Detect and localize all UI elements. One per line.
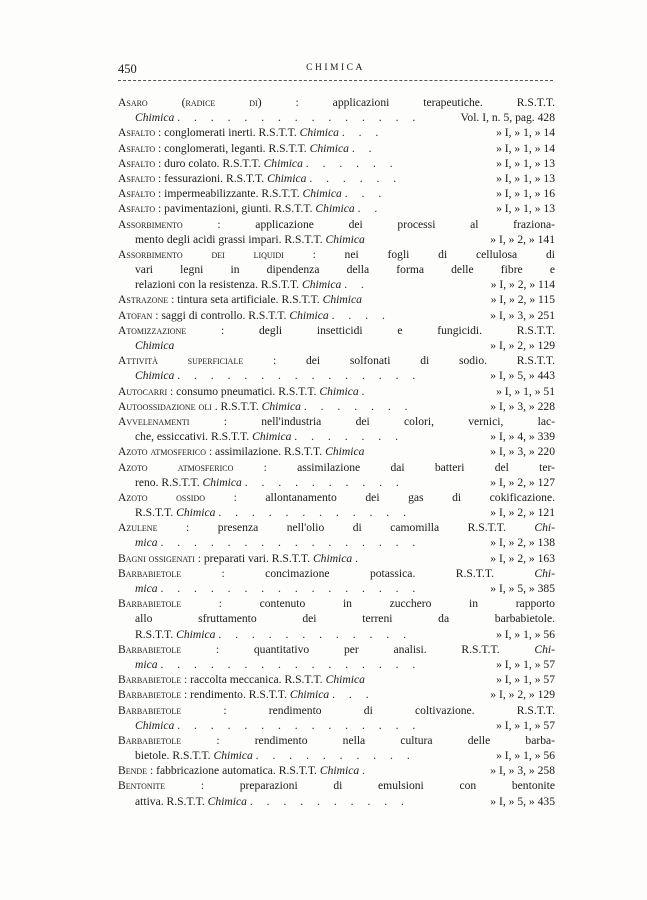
entry-reference: » I, » 1, » 13	[426, 201, 555, 216]
entry-term: Barbabietole	[118, 566, 182, 580]
index-entry	[118, 520, 555, 550]
entry-text: : conglomerati inerti. R.S.T.T.	[158, 126, 297, 140]
index-entry	[118, 141, 555, 156]
entry-term: Barbabietole	[118, 642, 182, 656]
index-line	[118, 353, 555, 368]
index-line	[118, 596, 555, 611]
entry-text: : applicazione dei processi al fraziona-	[217, 217, 555, 231]
leader-dots: . . . .	[331, 308, 391, 322]
entry-term: Bende	[118, 764, 148, 778]
entry-reference: » I, » 1, » 56	[426, 627, 555, 642]
index-line	[118, 490, 555, 505]
entry-text: : rendimento di coltivazione. R.S.T.T.	[223, 703, 555, 717]
entry-text: R.S.T.T.	[135, 506, 174, 520]
leader-dots: . . .	[344, 187, 387, 201]
entry-text: : preparati vari. R.S.T.T.	[197, 551, 311, 565]
entry-reference: » I, » 1, » 14	[426, 125, 555, 140]
header-rule	[118, 80, 553, 81]
leader-dots: . . . . . . .	[303, 399, 414, 413]
index-line	[118, 232, 555, 247]
entry-journal: Chimica	[261, 399, 301, 413]
entry-text: : nell'industria dei colori, vernici, lac-	[223, 414, 555, 428]
index-line	[118, 156, 555, 171]
entry-journal: Chimica	[302, 187, 342, 201]
entry-journal: Chimica	[319, 384, 359, 398]
entry-journal: Chimica	[322, 293, 362, 307]
index-line	[118, 460, 555, 475]
entry-term: Azoto ossido	[118, 490, 206, 504]
entry-journal: Chi-	[534, 521, 555, 535]
entry-text: : fessurazioni. R.S.T.T.	[158, 171, 265, 185]
entry-journal: Chimica	[252, 430, 292, 444]
entry-term: Bagni ossigenati	[118, 551, 195, 565]
index-line	[118, 718, 555, 733]
entry-journal: Chimica	[207, 794, 247, 808]
entry-term: Autoossidazione oli	[118, 399, 212, 413]
index-line	[118, 247, 555, 262]
entry-text: : assimilazione. R.S.T.T.	[208, 445, 323, 459]
index-line	[118, 95, 555, 110]
index-line	[118, 505, 555, 520]
entry-term: Asfalto	[118, 141, 156, 155]
entry-text: : degli insetticidi e fungicidi. R.S.T.T.	[220, 323, 555, 337]
entry-reference: » I, » 2, » 138	[426, 535, 555, 550]
index-line	[118, 687, 555, 702]
entry-term: Asfalto	[118, 126, 156, 140]
entry-journal: Chimica	[289, 688, 330, 702]
index-line	[118, 748, 555, 763]
entry-reference: » I, » 1, » 14	[426, 141, 555, 156]
entry-term: Barbabietole	[118, 673, 182, 687]
entry-term: Attività superficiale	[118, 354, 244, 368]
index-line	[118, 475, 555, 490]
index-entry	[118, 414, 555, 444]
entry-reference: » I, » 3, » 228	[426, 399, 555, 414]
index-line	[118, 262, 555, 277]
entry-reference: » I, » 4, » 339	[426, 429, 555, 444]
entry-journal: Chimica	[176, 506, 216, 520]
entry-text: : assimilazione dai batteri del ter-	[263, 460, 555, 474]
entry-journal: mica	[135, 582, 158, 595]
entry-reference: » I, » 5, » 435	[426, 794, 555, 809]
entry-reference: » I, » 1, » 51	[426, 384, 555, 399]
leader-dots: . . . . . . . . . . . . . . . .	[160, 536, 421, 550]
leader-dots: . . . . . . . . . . . . . . .	[177, 369, 421, 383]
entry-reference: » I, » 1, » 16	[426, 186, 555, 201]
index-entry	[118, 778, 555, 808]
index-line	[118, 657, 555, 672]
leader-dots: . . . . . . . . . . . . . . .	[177, 718, 421, 732]
index-entry	[118, 125, 555, 140]
index-entry	[118, 186, 555, 201]
entry-text: : consumo pneumatici. R.S.T.T.	[170, 384, 317, 398]
entry-term: Asfalto	[118, 187, 156, 201]
entry-text: : preparazioni di emulsioni con bentonite	[200, 779, 555, 793]
page-number: 450	[118, 62, 137, 76]
entry-text: : contenuto in zucchero in rapporto	[218, 597, 555, 611]
entry-journal: Chimica	[315, 202, 355, 216]
entry-text: : quantitativo per analisi. R.S.T.T.	[215, 642, 500, 656]
entry-text: : duro colato. R.S.T.T.	[158, 156, 261, 170]
index-line	[118, 277, 555, 292]
entry-reference: » I, » 1, » 13	[426, 171, 555, 186]
entry-reference: » I, » 1, » 57	[426, 672, 555, 687]
index-entry	[118, 444, 555, 459]
entry-text: : presenza nell'olio di camomilla R.S.T.T.	[185, 521, 506, 535]
index-entry	[118, 596, 555, 642]
index-entry	[118, 292, 555, 307]
index-entry	[118, 247, 555, 293]
entry-text: : rendimento nella cultura delle barba-	[216, 733, 555, 747]
index-line	[118, 429, 555, 444]
leader-dots: . . . . . .	[309, 171, 402, 185]
entry-reference: » I, » 3, » 258	[426, 763, 555, 778]
index-entry	[118, 156, 555, 171]
entry-journal: Chimica	[325, 673, 365, 687]
entry-journal: Chimica	[263, 156, 303, 170]
entry-journal: Chimica	[135, 718, 175, 732]
entry-reference: » I, » 2, » 127	[426, 475, 555, 490]
entry-term: Barbabietole	[118, 733, 182, 747]
entry-reference: » I, » 2, » 129	[426, 687, 555, 702]
entry-journal: Chimica	[135, 339, 175, 352]
entry-term: Bentonite	[118, 779, 166, 793]
entry-reference: » I, » 1, » 56	[426, 748, 555, 763]
index-entry	[118, 642, 555, 672]
index-entries	[118, 95, 555, 809]
entry-text: : rendimento. R.S.T.T.	[184, 688, 287, 702]
entry-journal: Chimica	[309, 141, 349, 155]
index-line	[118, 368, 555, 383]
entry-text: relazioni con la resistenza. R.S.T.T.	[135, 278, 300, 292]
entry-reference: » I, » 3, » 220	[426, 444, 555, 459]
entry-term: Azoto atmosferico	[118, 460, 234, 474]
index-line	[118, 308, 555, 323]
entry-journal: Chimica	[299, 126, 339, 140]
index-entry	[118, 763, 555, 778]
leader-dots: . . . . . .	[305, 156, 399, 170]
entry-text: : dei solfonati di sodio. R.S.T.T.	[273, 354, 555, 368]
leader-dots: . . . . . . .	[294, 430, 404, 444]
entry-term: Atomizzazione	[118, 323, 187, 337]
entry-text: : saggi di controllo. R.S.T.T.	[155, 308, 287, 322]
entry-text: . R.S.T.T.	[214, 399, 259, 413]
entry-text: allo sfruttamento dei terreni da barbabietole.	[135, 612, 555, 626]
entry-text: : raccolta meccanica. R.S.T.T.	[184, 673, 323, 687]
entry-reference: Vol. I, n. 5, pag. 428	[426, 110, 555, 125]
index-entry	[118, 703, 555, 733]
entry-text: : applicazioni terapeutiche. R.S.T.T.	[295, 96, 555, 109]
entry-text: mento degli acidi grassi impari. R.S.T.T.	[135, 232, 323, 246]
index-line	[118, 703, 555, 718]
index-entry	[118, 95, 555, 125]
entry-term: Azoto atmosferico	[118, 445, 207, 459]
entry-term: Astrazone	[118, 293, 169, 307]
index-line	[118, 763, 555, 778]
entry-journal: Chimica	[325, 445, 365, 459]
index-entry	[118, 201, 555, 216]
entry-journal: Chimica	[312, 551, 353, 565]
index-line	[118, 520, 555, 535]
entry-journal: Chi-	[534, 642, 555, 656]
entry-text: vari legni in dipendenza della forma delle fibre e	[135, 263, 555, 277]
entry-reference: » I, » 2, » 114	[426, 277, 555, 292]
entry-text: attiva. R.S.T.T.	[135, 794, 205, 808]
index-entry	[118, 399, 555, 414]
index-entry	[118, 551, 555, 566]
leader-dots: .	[355, 551, 364, 565]
entry-term: Asaro (radice di)	[118, 96, 262, 109]
index-line	[118, 733, 555, 748]
index-entry	[118, 217, 555, 247]
entry-text: reno. R.S.T.T.	[135, 475, 200, 489]
index-line	[118, 125, 555, 140]
index-line	[118, 384, 555, 399]
entry-text: che, essiccativi. R.S.T.T.	[135, 430, 250, 444]
index-line	[118, 551, 555, 566]
index-line	[118, 627, 555, 642]
index-entry	[118, 384, 555, 399]
index-line	[118, 611, 555, 626]
entry-term: Assorbimento dei liquidi	[118, 247, 284, 261]
index-entry	[118, 566, 555, 596]
entry-journal: Chimica	[289, 308, 329, 322]
index-entry	[118, 687, 555, 702]
index-line	[118, 535, 555, 550]
entry-term: Barbabietole	[118, 597, 182, 611]
entry-journal: Chimica	[202, 475, 242, 489]
index-line	[118, 141, 555, 156]
index-line	[118, 201, 555, 216]
entry-reference: » I, » 2, » 163	[426, 551, 555, 566]
index-entry	[118, 490, 555, 520]
entry-text: : tintura seta artificiale. R.S.T.T.	[171, 293, 320, 307]
entry-term: Assorbimento	[118, 217, 183, 231]
entry-term: Barbabietole	[118, 688, 182, 702]
index-line	[118, 171, 555, 186]
leader-dots: . .	[344, 278, 370, 292]
entry-reference: » I, » 1, » 57	[426, 718, 555, 733]
entry-reference: » I, » 5, » 443	[426, 368, 555, 383]
entry-text: : pavimentazioni, giunti. R.S.T.T.	[158, 202, 313, 216]
entry-term: Barbabietole	[118, 703, 182, 717]
entry-term: Asfalto	[118, 171, 156, 185]
index-line	[118, 399, 555, 414]
entry-journal: Chi-	[534, 566, 555, 580]
entry-reference: » I, » 2, » 141	[426, 232, 555, 247]
leader-dots: . . . . . . . . . .	[244, 475, 405, 489]
index-line	[118, 186, 555, 201]
entry-journal: Chimica	[267, 171, 307, 185]
entry-text: : impermeabilizzante. R.S.T.T.	[158, 187, 300, 201]
entry-journal: Chimica	[135, 111, 175, 125]
leader-dots: . . . . . . . . . .	[249, 794, 410, 808]
entry-term: Asfalto	[118, 156, 156, 170]
page-header	[118, 62, 553, 84]
entry-journal: mica	[135, 536, 158, 550]
index-entry	[118, 353, 555, 383]
entry-journal: Chimica	[301, 278, 342, 292]
entry-journal: Chimica	[325, 232, 365, 246]
entry-text: : conglomerati, leganti. R.S.T.T.	[158, 141, 307, 155]
entry-term: Atofan	[118, 308, 153, 322]
entry-reference: » I, » 1, » 13	[426, 156, 555, 171]
leader-dots: . . . . . . . . . . . . . . . .	[160, 582, 421, 595]
leader-dots: . . .	[341, 126, 384, 140]
index-line	[118, 414, 555, 429]
leader-dots: . . . . . . . . . . . .	[218, 627, 412, 641]
leader-dots: . .	[351, 141, 378, 155]
running-title: CHIMICA	[306, 63, 365, 73]
entry-journal: Chimica	[213, 749, 253, 763]
index-line	[118, 292, 555, 307]
entry-reference: » I, » 3, » 251	[426, 308, 555, 323]
entry-term: Azulene	[118, 521, 158, 535]
index-entry	[118, 308, 555, 323]
entry-text: : fabbricazione automatica. R.S.T.T.	[149, 764, 317, 778]
entry-text: : concimazione potassica. R.S.T.T.	[221, 566, 494, 580]
entry-reference: » I, » 2, » 129	[426, 338, 555, 353]
entry-text: bietole. R.S.T.T.	[135, 749, 211, 763]
entry-reference: » I, » 1, » 57	[426, 657, 555, 672]
leader-dots: . . . . . . . . . .	[255, 749, 416, 763]
entry-journal: Chimica	[135, 369, 175, 383]
index-entry	[118, 171, 555, 186]
leader-dots: .	[361, 384, 370, 398]
index-entry	[118, 672, 555, 687]
index-line	[118, 581, 555, 596]
leader-dots: . . . . . . . . . . . . . . .	[177, 111, 421, 125]
index-entry	[118, 733, 555, 763]
index-line	[118, 110, 555, 125]
entry-text: R.S.T.T.	[135, 627, 174, 641]
entry-journal: Chimica	[176, 627, 216, 641]
leader-dots: . . .	[332, 688, 375, 702]
entry-journal: Chimica	[319, 764, 360, 778]
entry-reference: » I, » 2, » 115	[426, 292, 555, 307]
entry-text: : nei fogli di cellulosa di	[312, 247, 555, 261]
index-line	[118, 778, 555, 793]
leader-dots: . .	[357, 202, 383, 216]
entry-term: Avvelenamenti	[118, 414, 190, 428]
index-line	[118, 642, 555, 657]
leader-dots: . . . . . . . . . . . . . . . .	[160, 657, 421, 671]
entry-reference: » I, » 5, » 385	[426, 581, 555, 596]
index-line	[118, 672, 555, 687]
index-line	[118, 566, 555, 581]
leader-dots: .	[362, 764, 371, 778]
index-line	[118, 338, 555, 353]
entry-term: Autocarri	[118, 384, 168, 398]
leader-dots: . . . . . . . . . . . .	[218, 506, 412, 520]
index-line	[118, 794, 555, 809]
index-entry	[118, 323, 555, 353]
entry-term: Asfalto	[118, 202, 156, 216]
index-entry	[118, 460, 555, 490]
index-line	[118, 323, 555, 338]
entry-journal: mica	[135, 657, 158, 671]
index-line	[118, 217, 555, 232]
entry-reference: » I, » 2, » 121	[426, 505, 555, 520]
entry-text: : allontanamento dei gas di cokificazione.	[233, 490, 555, 504]
index-line	[118, 444, 555, 459]
